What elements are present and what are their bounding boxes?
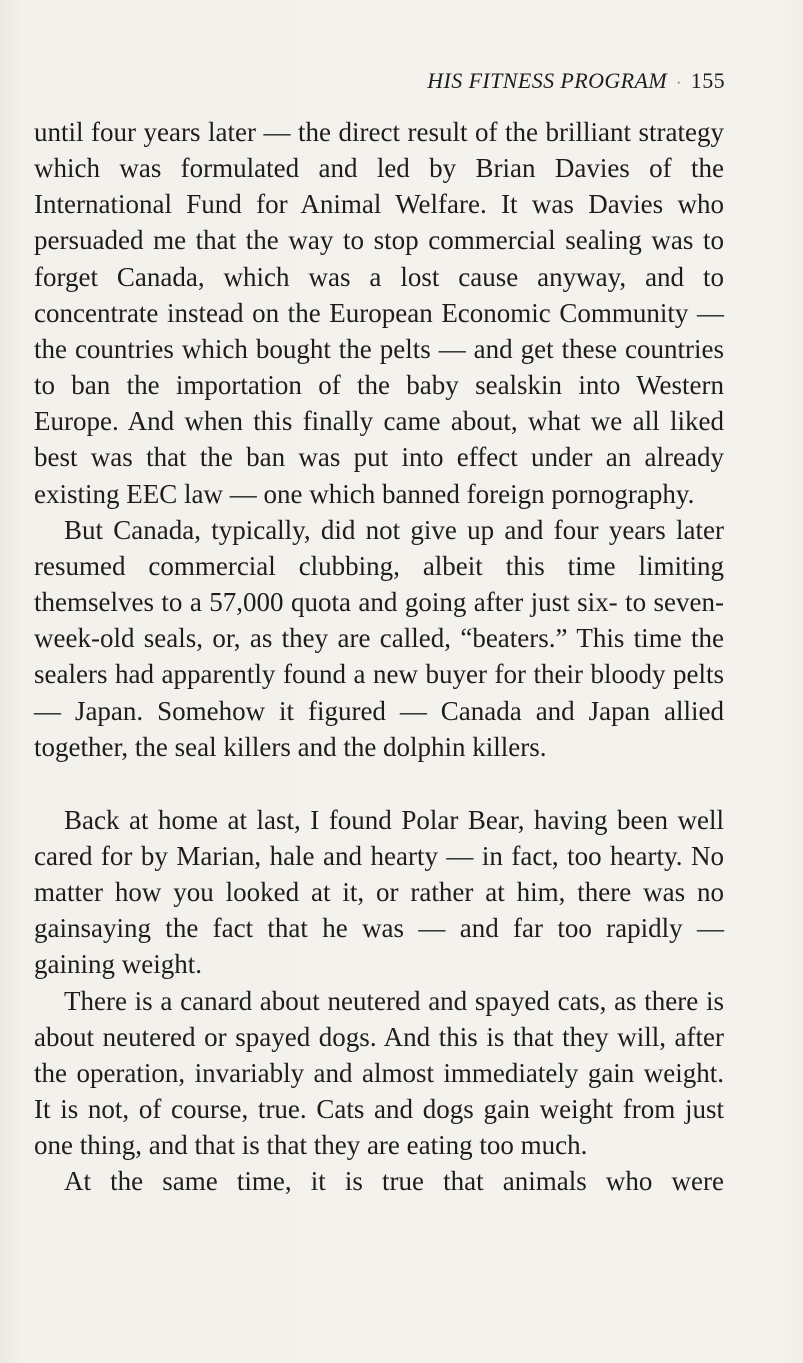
paragraph-continuation: until four years later — the direct result of the brilliant strategy which was formulated and led by Brian Davies of the International Fund for Animal Welfare. It was Davies who persuaded me that the way to stop commercial sealing was to forget Canada, which was a lost cause anyway, and to concentrate instead on the European Economic Community — the countries which bought the pelts — and get these countries to ban the importation of the baby sealskin into Western Europe. And when this finally came about, what we all liked best was that the ban was put into effect under an already existing EEC law — one which banned foreign pornography. [34,117,724,509]
running-title: HIS FITNESS PROGRAM [427,68,668,93]
header-separator: · [676,75,682,92]
paragraph-canada: But Canada, typically, did not give up and four years later resumed commercial clubbing, albeit this time limiting themselves to a 57,000 quota and going after just six- to seven-week-old seals, or, as they are called, “beaters.” This time the sealers had apparently found a new buyer for their bloody pelts — Japan. Somehow it figured — Canada and Japan allied together, the seal killers and the dolphin killers. [34,514,724,762]
running-head [427,68,725,94]
body-text [34,114,724,1200]
paragraph-same-time: At the same time, it is true that animals who were [64,1166,724,1197]
paragraph-polar-bear: Back at home at last, I found Polar Bear, having been well cared for by Marian, hale and hearty — in fact, too hearty. No matter how you looked at it, or rather at him, there was no gainsaying the fact that he was — and far too rapidly — gaining weight. [34,804,724,980]
section-break [34,765,724,802]
page-number: 155 [690,68,725,93]
paragraph-canard: There is a canard about neutered and spayed cats, as there is about neutered or spayed dogs. And this is that they will, after the operation, invariably and almost immediately gain weight. It is not, of course, true. Cats and dogs gain weight from just one thing, and that is that they are eating too much. [34,985,724,1161]
